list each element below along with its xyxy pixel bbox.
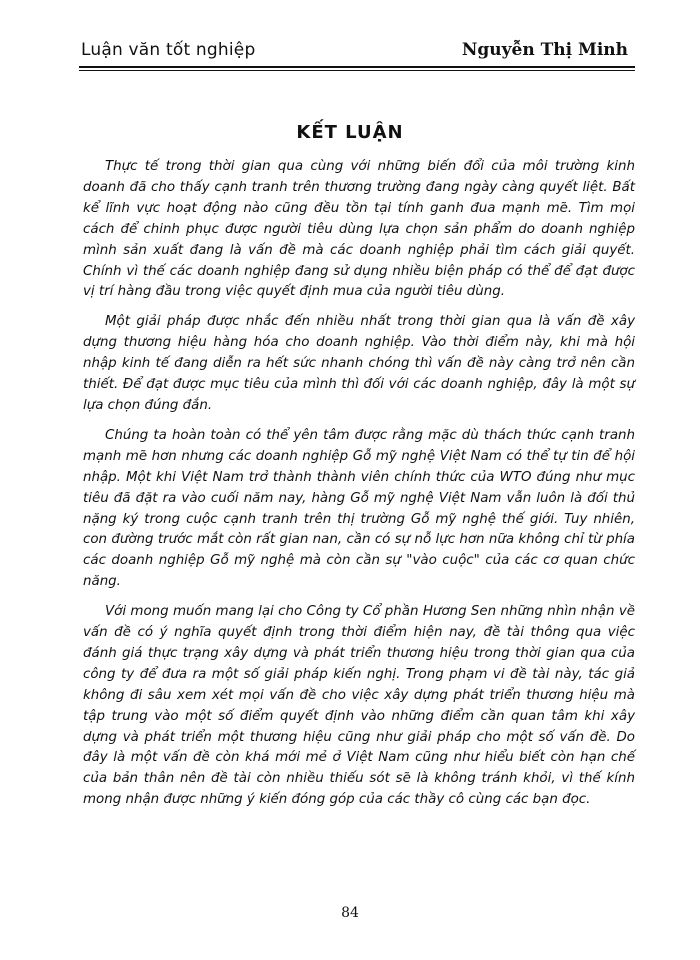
page-number: 84 [341, 905, 359, 921]
header-rule-thin [79, 70, 635, 71]
body-text [83, 157, 635, 820]
page-title: KẾT LUẬN [296, 122, 404, 143]
header-rule [79, 66, 635, 68]
header-thesis-label: Luận văn tốt nghiệp [81, 40, 256, 60]
paragraph: Chúng ta hoàn toàn có thể yên tâm được rằng mặc dù thách thức cạnh tranh mạnh mẽ hơn nhưng các doanh nghiệp Gỗ mỹ nghệ Việt Nam có thể tự tin để hội nhập. Một khi Việt Nam trở thành thành viên chính thức của WTO đúng như mục tiêu đã đặt ra vào cuối năm nay, hàng Gỗ mỹ nghệ Việt Nam vẫn luôn là đối thủ nặng ký trong cuộc cạnh tranh trên thị trường Gỗ mỹ nghệ thế giới. Tuy nhiên, con đường trước mắt còn rất gian nan, cần có sự nỗ lực hơn nữa không chỉ từ phía các doanh nghiệp Gỗ mỹ nghệ mà còn cần sự "vào cuộc" của các cơ quan chức năng. [83, 427, 635, 590]
paragraph: Thực tế trong thời gian qua cùng với những biến đổi của môi trường kinh doanh đã cho thấy cạnh tranh trên thương trường đang ngày càng quyết liệt. Bất kể lĩnh vực hoạt động nào cũng đều tồn tại tính ganh đua mạnh mẽ. Tìm mọi cách để chinh phục được người tiêu dùng lựa chọn sản phẩm do doanh nghiệp mình sản xuất đang là vấn đề mà các doanh nghiệp phải tìm cách giải quyết. Chính vì thế các doanh nghiệp đang sử dụng nhiều biện pháp có thể để đạt được vị trí hàng đầu trong việc quyết định mua của người tiêu dùng. [83, 159, 635, 300]
header-author-name: Nguyễn Thị Minh [461, 40, 628, 60]
paragraph: Với mong muốn mang lại cho Công ty Cổ phần Hương Sen những nhìn nhận về vấn đề có ý nghĩa quyết định trong thời điểm hiện nay, đề tài thông qua việc đánh giá thực trạng xây dựng và phát triển thương hiệu trong thời gian qua của công ty để đưa ra một số giải pháp kiến nghị. Trong phạm vi đề tài này, tác giả không đi sâu xem xét mọi vấn đề cho việc xây dựng phát triển thương hiệu mà tập trung vào một số điểm quyết định vào những điểm cần quan tâm khi xây dựng và phát triển một thương hiệu cũng như giải pháp cho một số vấn đề. Do đây là một vấn đề còn khá mới mẻ ở Việt Nam cũng như hiểu biết còn hạn chế của bản thân nên đề tài còn nhiều thiếu sót sẽ là không tránh khỏi, vì thế kính mong nhận được những ý kiến đóng góp của các thầy cô cùng các bạn đọc. [83, 604, 635, 808]
paragraph: Một giải pháp được nhắc đến nhiều nhất trong thời gian qua là vấn đề xây dựng thương hiệu hàng hóa cho doanh nghiệp. Vào thời điểm này, khi mà hội nhập kinh tế đang diễn ra hết sức nhanh chóng thì vấn đề này càng trở nên cần thiết. Để đạt được mục tiêu của mình thì đối với các doanh nghiệp, đây là một sự lựa chọn đúng đắn. [83, 314, 635, 413]
